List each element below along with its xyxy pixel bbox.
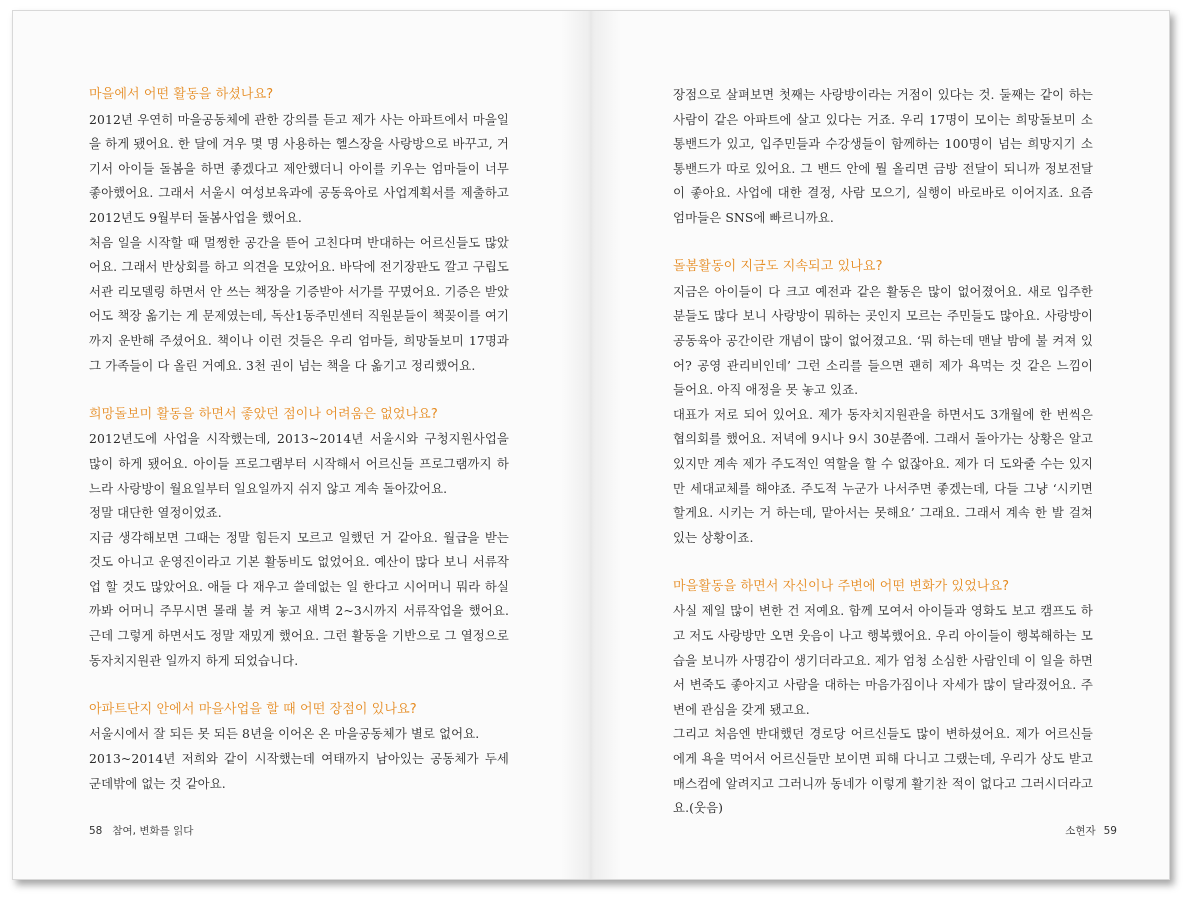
answer-paragraph: 정말 대단한 열정이었죠. [89, 505, 222, 521]
paragraph-gap [89, 673, 509, 698]
interview-question: 마을활동을 하면서 자신이나 주변에 어떤 변화가 있었나요? [673, 578, 1010, 594]
running-title: 참여, 변화를 읽다 [112, 825, 194, 837]
paragraph-gap [673, 231, 1093, 256]
answer-paragraph: 지금 생각해보면 그때는 정말 힘든지 모르고 일했던 거 같아요. 월급을 받는 것도 아니고 운영진이라고 기본 활동비도 없었어요. 예산이 많다 보니 서류작업 할 것도 많았어요. 애들 다 재우고 쓸데없는 일 한다고 시어머니 뭐라 하실까봐 어머니 주무시면 몰래 불 켜 놓고 새벽 2~3시까지 서류작업을 했어요. 근데 그렇게 하면서도 정말 재밌게 했어요. 그런 활동을 기반으로 그 열정으로 동자치지원관 일까지 하게 되었습니다. [89, 529, 509, 668]
answer-paragraph: 2012년 우연히 마을공동체에 관한 강의를 듣고 제가 사는 아파트에서 마을일을 하게 됐어요. 한 달에 겨우 몇 명 사용하는 헬스장을 사랑방으로 바꾸고, 거기서 아이들 돌봄을 하면 좋겠다고 제안했더니 아이를 키우는 엄마들이 너무 좋아했어요. 그래서 서울시 여성보육과에 공동육아로 사업계획서를 제출하고 2012년도 9월부터 돌봄사업을 했어요. [89, 111, 509, 225]
left-page-folio [89, 823, 193, 838]
running-title: 소현자 [1065, 825, 1096, 837]
page-number: 59 [1103, 825, 1117, 837]
paragraph-gap [673, 550, 1093, 575]
answer-paragraph: 처음 일을 시작할 때 멀쩡한 공간을 뜯어 고친다며 반대하는 어르신들도 많았어요. 그래서 반상회를 하고 의견을 모았어요. 바닥에 전기장판도 깔고 구립도서관 리모델링 하면서 안 쓰는 책장을 기증받아 서가를 꾸몄어요. 기증은 받았어도 책장 옮기는 게 문제였는데, 독산1동주민센터 직원분들이 책꽂이를 여기까지 운반해 주셨어요. 책이나 이런 것들은 우리 엄마들, 희망돌보미 17명과 그 가족들이 다 올린 거예요. 3천 권이 넘는 책을 다 옮기고 정리했어요. [89, 234, 509, 373]
interview-question: 아파트단지 안에서 마을사업을 할 때 어떤 장점이 있나요? [89, 701, 417, 717]
answer-paragraph: 사실 제일 많이 변한 건 저예요. 함께 모여서 아이들과 영화도 보고 캠프도 하고 저도 사랑방만 오면 웃음이 나고 행복했어요. 우리 아이들이 행복해하는 모습을 보니까 사명감이 생기더라고요. 제가 엄청 소심한 사람인데 이 일을 하면서 변죽도 좋아지고 사람을 대하는 마음가짐이나 자세가 많이 달라졌어요. 주변에 관심을 갖게 됐고요. [673, 603, 1093, 717]
answer-paragraph: 서울시에서 잘 되든 못 되든 8년을 이어온 온 마을공동체가 별로 없어요. [89, 726, 480, 742]
answer-paragraph: 지금은 아이들이 다 크고 예전과 같은 활동은 많이 없어졌어요. 새로 입주한 분들도 많다 보니 사랑방이 뭐하는 곳인지 모르는 주민들도 많아요. 사랑방이 공동육아 공간이란 개념이 많이 없어졌고요. ‘뭐 하는데 맨날 밤에 불 켜져 있어? 공영 관리비인데’ 그런 소리를 들으면 괜히 제가 욕먹는 것 같은 느낌이 들어요. 아직 애정을 못 놓고 있죠. [673, 283, 1093, 398]
left-page [13, 11, 591, 879]
right-page [591, 11, 1169, 879]
right-page-folio [1065, 823, 1117, 838]
interview-question: 희망돌보미 활동을 하면서 좋았던 점이나 어려움은 없었나요? [89, 406, 438, 422]
answer-paragraph: 장점으로 살펴보면 첫째는 사랑방이라는 거점이 있다는 것. 둘째는 같이 하는 사람이 같은 아파트에 살고 있다는 거죠. 우리 17명이 모이는 희망돌보미 소통밴드가 있고, 입주민들과 수강생들이 함께하는 100명이 넘는 희망지기 소통밴드가 따로 있어요. 그 밴드 안에 뭘 올리면 금방 전달이 되니까 정보전달이 좋아요. 사업에 대한 결정, 사람 모으기, 실행이 바로바로 이어지죠. 요즘 엄마들은 SNS에 빠르니까요. [673, 87, 1093, 225]
answer-paragraph: 그리고 처음엔 반대했던 경로당 어르신들도 많이 변하셨어요. 제가 어르신들에게 욕을 먹어서 어르신들만 보이면 피해 다니고 그랬는데, 우리가 상도 받고 매스컴에 알려지고 그러니까 동네가 이렇게 활기찬 적이 없다고 그러시더라고요.(웃음) [673, 726, 1093, 816]
interview-question: 마을에서 어떤 활동을 하셨나요? [89, 87, 274, 102]
page-number: 58 [89, 825, 103, 837]
left-page-body [89, 83, 509, 796]
book-spread [12, 10, 1170, 880]
right-page-body [673, 83, 1093, 821]
answer-paragraph: 대표가 저로 되어 있어요. 제가 동자치지원관을 하면서도 3개월에 한 번씩은 협의회를 했어요. 저녁에 9시나 9시 30분쯤에. 그래서 돌아가는 상황은 알고 있지만 계속 제가 주도적인 역할을 할 수 없잖아요. 제가 더 도와줄 수는 있지만 세대교체를 해야죠. 주도적 누군가 나서주면 좋겠는데, 다들 그냥 ‘시키면 할게요. 시키는 거 하는데, 맡아서는 못해요’ 그래요. 그래서 계속 한 발 걸쳐 있는 상황이죠. [673, 406, 1093, 545]
answer-paragraph: 2013~2014년 저희와 같이 시작했는데 여태까지 남아있는 공동체가 두세 군데밖에 없는 것 같아요. [89, 751, 509, 791]
interview-question: 돌봄활동이 지금도 지속되고 있나요? [673, 259, 883, 275]
paragraph-gap [89, 378, 509, 403]
answer-paragraph: 2012년도에 사업을 시작했는데, 2013~2014년 서울시와 구청지원사업을 많이 하게 됐어요. 아이들 프로그램부터 시작해서 어르신들 프로그램까지 하느라 사랑방이 월요일부터 일요일까지 쉬지 않고 계속 돌아갔어요. [89, 431, 509, 496]
